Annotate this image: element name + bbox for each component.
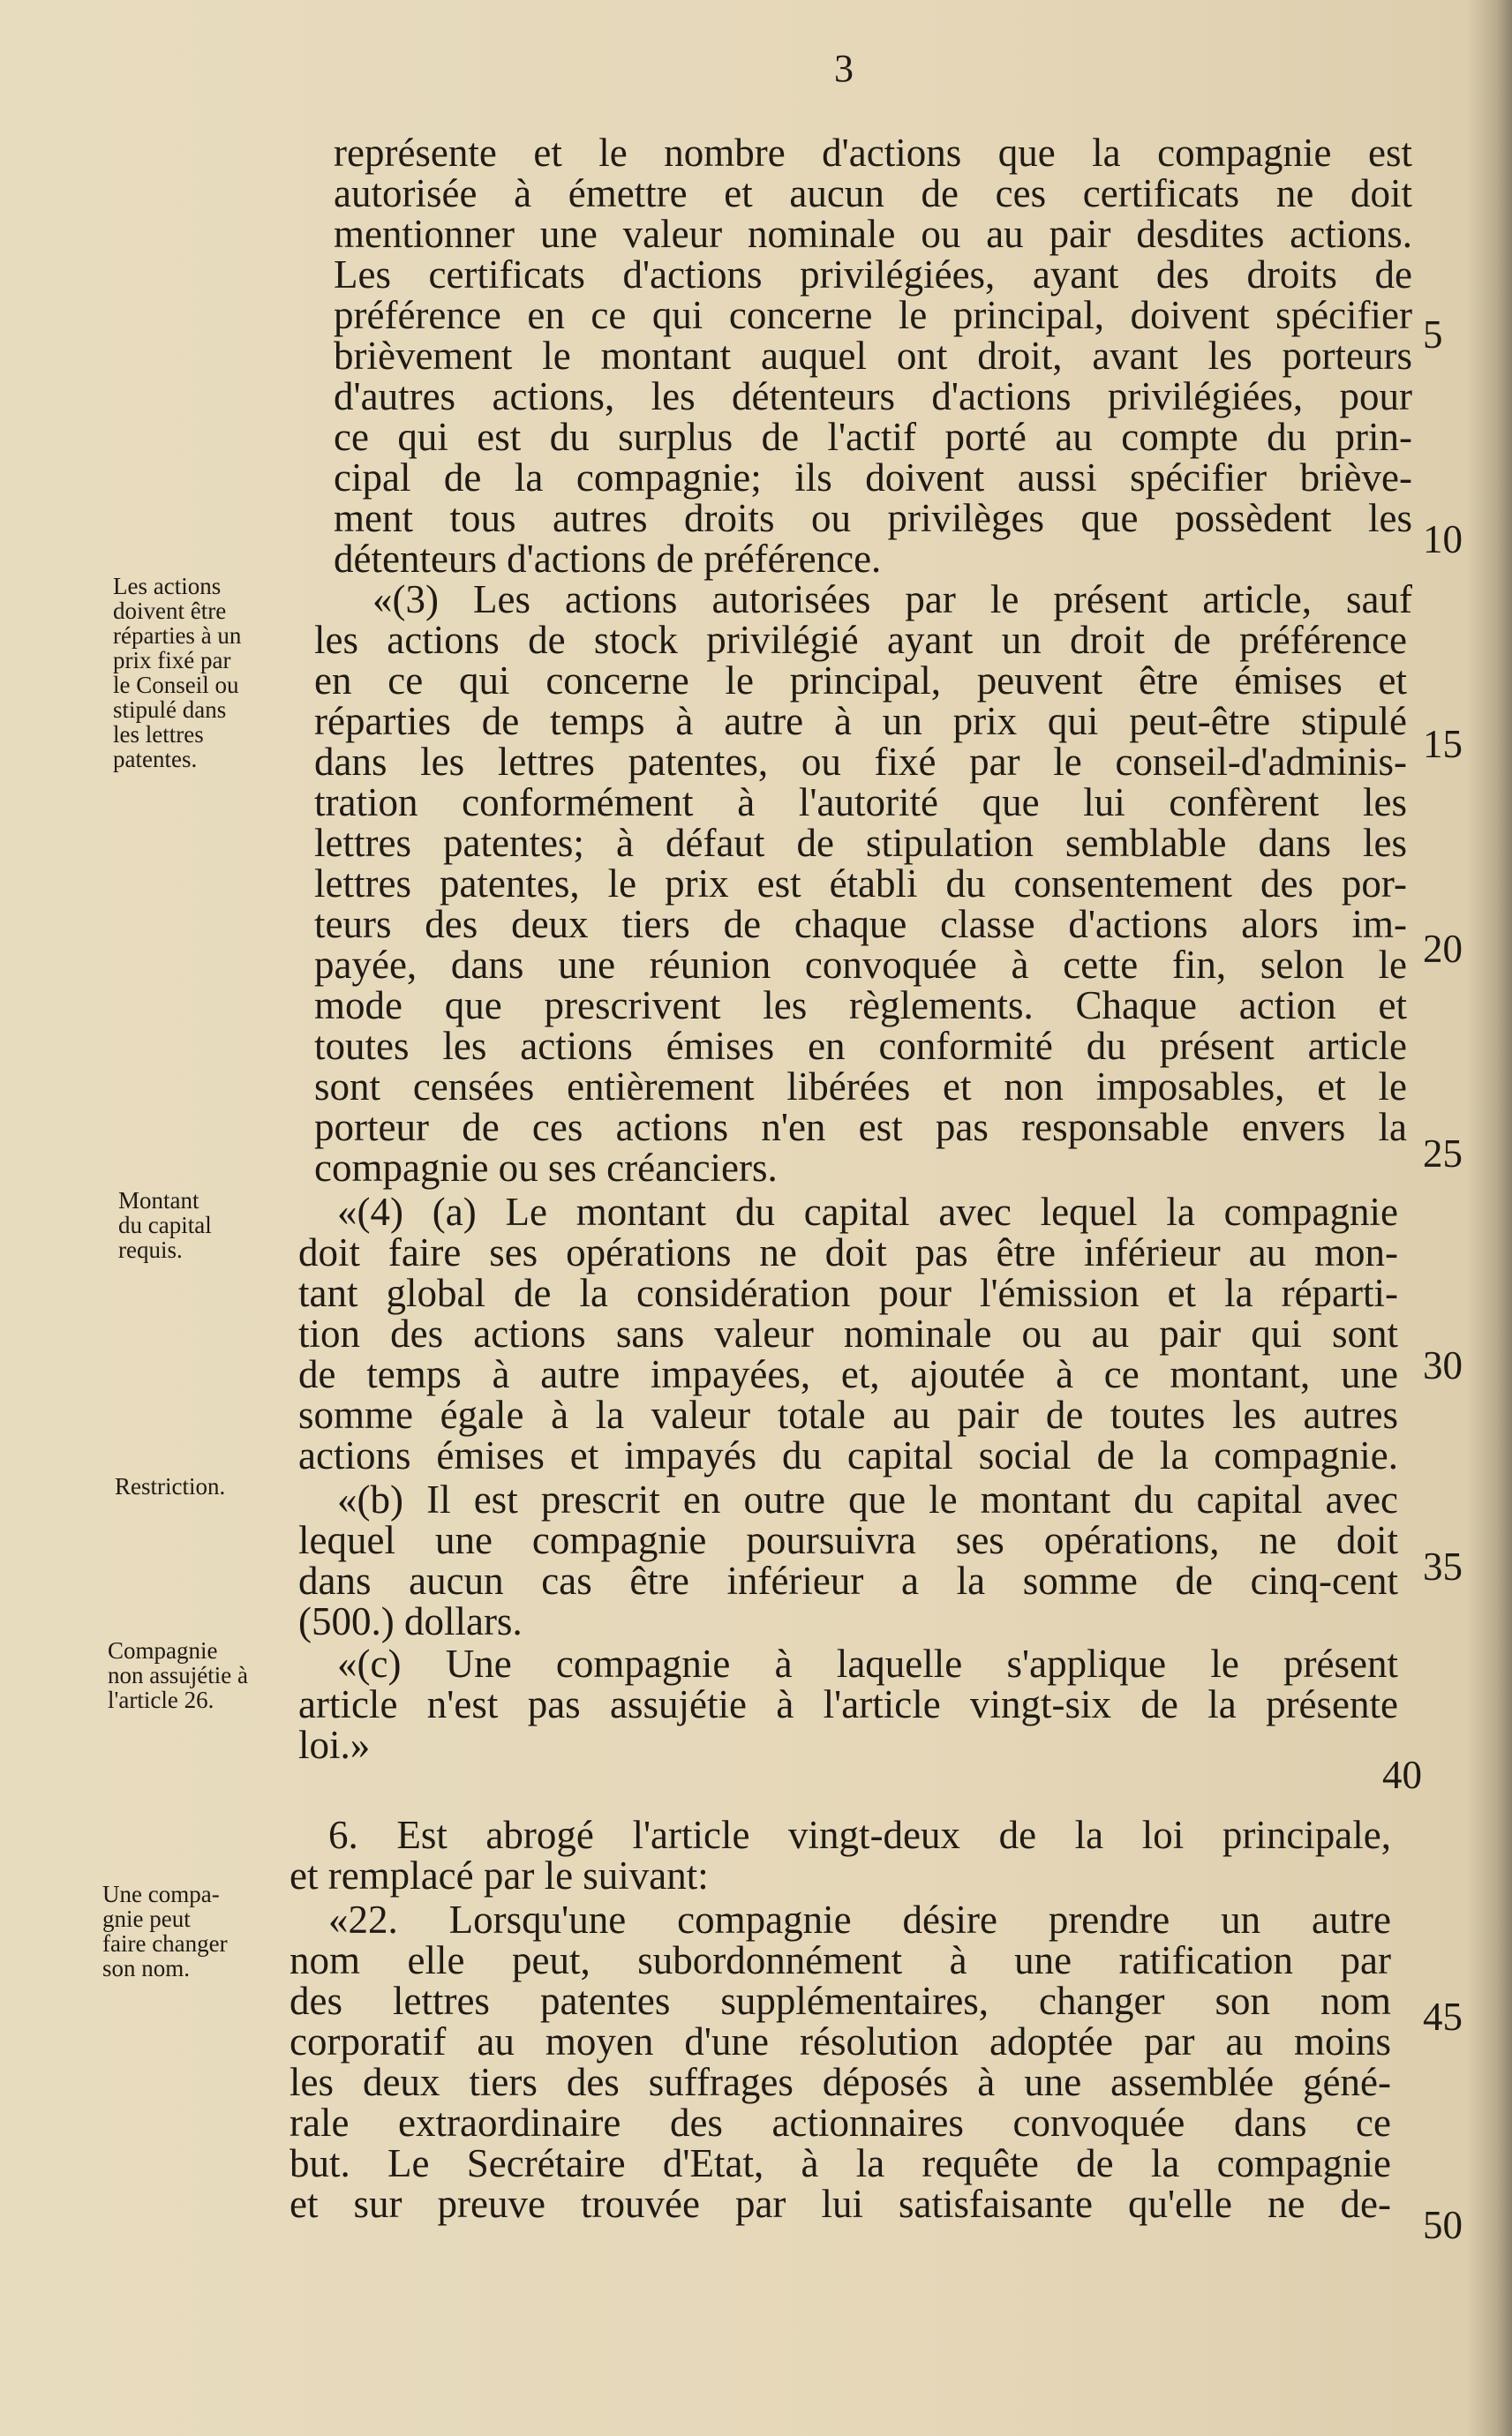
body-line: teurs des deux tiers de chaque classe d'actions alors im- [314,902,1407,946]
body-line: toutes les actions émises en conformité du présent article [314,1024,1407,1068]
margin-note-montant: Montant du capital requis. [118,1187,212,1263]
body-line: lettres patentes, le prix est établi du consentement des por- [314,861,1407,906]
body-line: article n'est pas assujétie à l'article vingt-six de la présente [298,1682,1398,1726]
body-line: tant global de la considération pour l'émission et la réparti- [298,1271,1398,1315]
body-line: corporatif au moyen d'une résolution adoptée par au moins [290,2019,1391,2064]
body-line: lequel une compagnie poursuivra ses opérations, ne doit [298,1518,1398,1562]
body-line: Les certificats d'actions privilégiées, ayant des droits de [334,252,1412,297]
line-number: 5 [1423,312,1443,357]
body-line: les actions de stock privilégié ayant un droit de préférence [314,618,1407,662]
body-line: représente et le nombre d'actions que la compagnie est [334,131,1412,175]
page-number: 3 [834,47,854,90]
body-line: rale extraordinaire des actionnaires convoquée dans ce [290,2101,1391,2145]
body-line: compagnie ou ses créanciers. [314,1146,778,1190]
body-line: sont censées entièrement libérées et non imposables, et le [314,1064,1407,1109]
body-line: les deux tiers des suffrages déposés à une assemblée géné- [290,2060,1391,2104]
body-line: en ce qui concerne le principal, peuvent être émises et [314,658,1407,703]
body-line: de temps à autre impayées, et, ajoutée à ce montant, une [298,1352,1398,1396]
body-line: préférence en ce qui concerne le principal, doivent spécifier [334,293,1412,337]
body-line: autorisée à émettre et aucun de ces certificats ne doit [334,171,1412,215]
body-line: et sur preuve trouvée par lui satisfaisante qu'elle ne de- [290,2182,1391,2226]
body-line: brièvement le montant auquel ont droit, avant les porteurs [334,334,1412,378]
body-line: d'autres actions, les détenteurs d'actions privilégiées, pour [334,374,1412,418]
body-line: réparties de temps à autre à un prix qui peut-être stipulé [314,699,1407,743]
margin-note-restriction: Restriction. [115,1473,226,1500]
body-line: «22. Lorsqu'une compagnie désire prendre un autre [328,1898,1391,1942]
line-number: 30 [1423,1343,1463,1387]
body-line: cipal de la compagnie; ils doivent aussi spécifier briève- [334,455,1412,500]
line-number: 50 [1423,2203,1463,2247]
line-number: 35 [1423,1545,1463,1589]
body-line: ce qui est du surplus de l'actif porté au compte du prin- [334,415,1412,459]
body-line: payée, dans une réunion convoquée à cette fin, selon le [314,943,1407,987]
margin-note-compagnie: Compagnie non assujétie à l'article 26. [108,1637,248,1713]
body-line: mentionner une valeur nominale ou au pair desdites actions. [334,212,1412,256]
body-line: ment tous autres droits ou privilèges que possèdent les [334,496,1412,540]
body-line: loi.» [298,1723,371,1767]
body-line: détenteurs d'actions de préférence. [334,537,882,581]
line-number: 45 [1423,1995,1463,2039]
line-number: 20 [1423,927,1463,971]
body-line: des lettres patentes supplémentaires, changer son nom [290,1979,1391,2023]
body-line: somme égale à la valeur totale au pair de toutes les autres [298,1393,1398,1437]
body-line: dans les lettres patentes, ou fixé par le conseil-d'adminis- [314,740,1407,784]
body-line: (500.) dollars. [298,1599,523,1643]
body-line: tion des actions sans valeur nominale ou au pair qui sont [298,1312,1398,1356]
line-number: 40 [1382,1753,1422,1797]
body-line: but. Le Secrétaire d'Etat, à la requête de la compagnie [290,2141,1391,2185]
line-number: 15 [1423,722,1463,766]
body-line: «(b) Il est prescrit en outre que le montant du capital avec [337,1477,1398,1522]
body-line: nom elle peut, subordonnément à une ratification par [290,1938,1391,1982]
body-line: doit faire ses opérations ne doit pas être inférieur au mon- [298,1230,1398,1274]
body-line: tration conformément à l'autorité que lui confèrent les [314,780,1407,824]
body-line: et remplacé par le suivant: [290,1853,709,1898]
body-line: «(4) (a) Le montant du capital avec lequel la compagnie [337,1190,1398,1234]
body-line: dans aucun cas être inférieur a la somme de cinq-cent [298,1559,1398,1603]
body-line: 6. Est abrogé l'article vingt-deux de la loi principale, [328,1813,1391,1857]
body-line: porteur de ces actions n'en est pas responsable envers la [314,1105,1407,1149]
line-number: 25 [1423,1132,1463,1176]
line-number: 10 [1423,517,1463,561]
body-line: «(c) Une compagnie à laquelle s'applique le présent [337,1642,1398,1686]
body-line: actions émises et impayés du capital social de la compagnie. [298,1433,1398,1477]
margin-note-nom: Une compa- gnie peut faire changer son nom. [102,1881,228,1981]
body-line: mode que prescrivent les règlements. Chaque action et [314,983,1407,1027]
body-line: «(3) Les actions autorisées par le présent article, sauf [372,577,1412,621]
body-line: lettres patentes; à défaut de stipulation semblable dans les [314,821,1407,865]
margin-note-actions: Les actions doivent être réparties à un prix fixé par le Conseil ou stipulé dans les lettres patentes. [113,573,242,772]
